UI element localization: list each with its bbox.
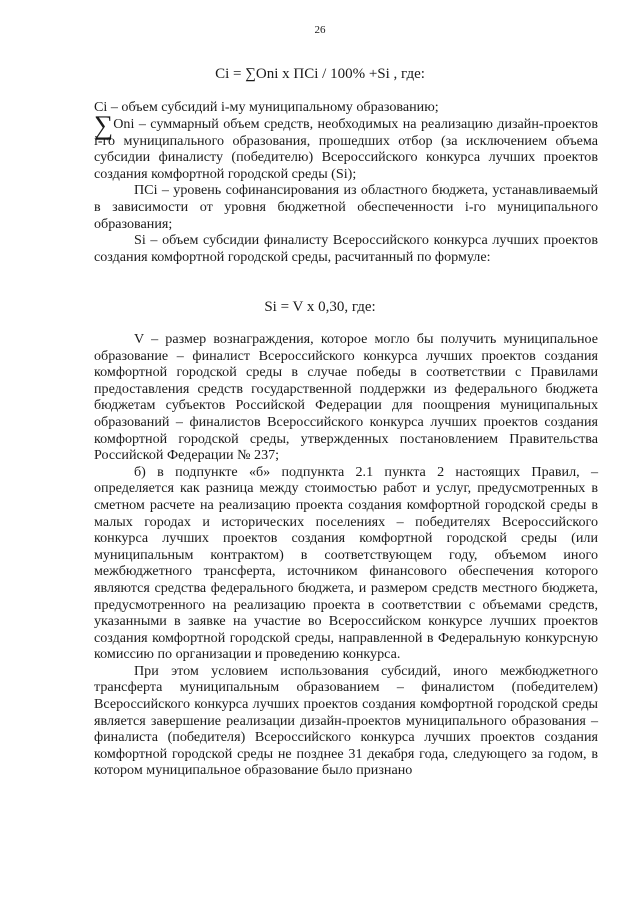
- paragraph-v: V – размер вознаграждения, которое могло бы получить муниципальное образование – финалист Всероссийского конкурса лучших проектов создания комфортной городской среды в случае победы в соответствии с Правилами предоставления средств государственной поддержки из федерального бюджета бюджетам субъектов Российской Федерации для поощрения муниципальных образований – финалистов Всероссийского конкурса лучших проектов создания комфортной городской среды, утвержденных постановлением Правительства Российской Федерации № 237;: [94, 331, 598, 464]
- paragraph-condition: При этом условием использования субсидий, иного межбюджетного трансферта муниципальным образованием – финалистом (победителем) Всероссийского конкурса лучших проектов создания комфортной городской среды является завершение реализации дизайн-проектов муниципального образования – финалиста (победителя) Всероссийского конкурса лучших проектов создания комфортной городской среды не позднее 31 декабря года, следующего за годом, в котором муниципальное образование было признано: [94, 662, 598, 779]
- paragraph-b: б) в подпункте «б» подпункта 2.1 пункта 2 настоящих Правил, – определяется как разница между стоимостью работ и услуг, предусмотренных в сметном расчете на реализацию проекта создания комфортной городской среды в малых городах и исторических поселениях – победителях Всероссийского конкурса лучших проектов создания комфортной городской среды (или муниципальным контрактом) в соответствующем году, объемом иного межбюджетного трансферта, источником финансового обеспечения которого являются средства федерального бюджета, и размером средств местного бюджета, предусмотренного на реализацию проекта в соответствии с объемами средств, указанными в заявке на участие во Всероссийском конкурсе лучших проектов создания комфортной городской среды, направленной в Федеральную конкурсную комиссию по организации и проведению конкурса.: [94, 463, 598, 663]
- page-number: 26: [314, 24, 326, 36]
- definition-ci: Ci – объем субсидий i-му муниципальному образованию;: [94, 99, 439, 115]
- body-text: [94, 331, 598, 779]
- sum-symbol: ∑: [94, 109, 114, 140]
- formula-ci: Ci = ∑Oni x ПCi / 100% +Si , где:: [215, 66, 425, 82]
- definition-oni-text: Oni – суммарный объем средств, необходимых на реализацию дизайн-проектов i-го муниципального образования, прошедших отбор (за исключением объема субсидии финалисту (победителю) Всероссийского конкурса лучших проектов создания комфортной городской среды (Si);: [94, 115, 598, 182]
- formula-si: Si = V x 0,30, где:: [264, 299, 376, 315]
- definition-si: Si – объем субсидии финалисту Всероссийского конкурса лучших проектов создания комфортной городской среды, расчитанный по формуле:: [94, 232, 598, 265]
- definition-oni: [94, 109, 598, 183]
- definitions-block: [94, 99, 598, 265]
- definition-pci: ПCi – уровень софинансирования из областного бюджета, устанавливаемый в зависимости от уровня бюджетной обеспеченности i-го муниципального образования;: [94, 182, 598, 232]
